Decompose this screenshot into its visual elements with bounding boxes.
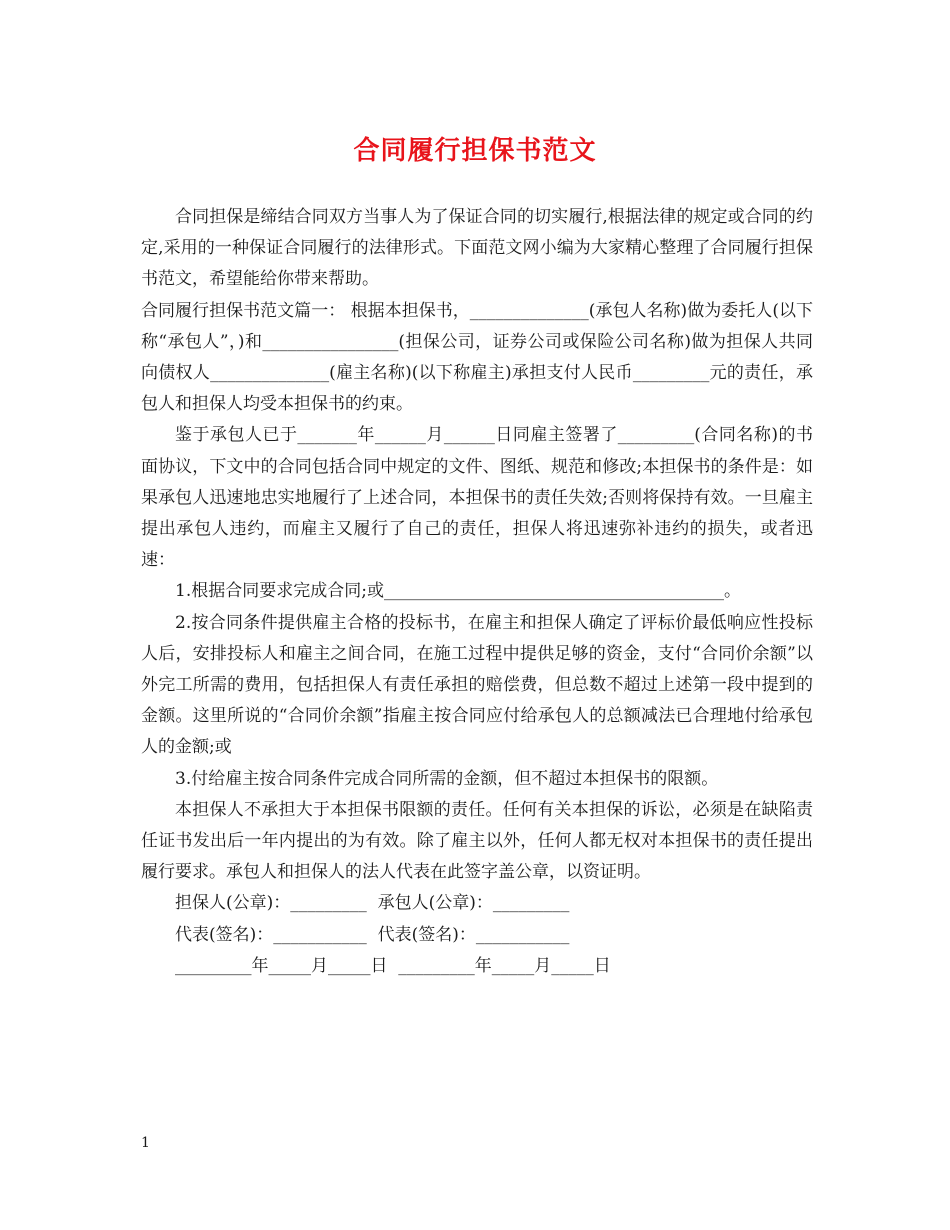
signature-line-seal: 担保人(公章)：_________ 承包人(公章)：_________ bbox=[175, 893, 570, 914]
intro-paragraph: 合同担保是缔结合同双方当事人为了保证合同的切实履行,根据法律的规定或合同的约定,采用的一种保证合同履行的法律形式。下面范文网小编为大家精心整理了合同履行担保书范文，希望能给你带来帮助。 bbox=[141, 207, 813, 290]
signature-line-representative: 代表(签名)：___________ 代表(签名)：___________ bbox=[175, 924, 570, 945]
list-item-3: 3.付给雇主按合同条件完成合同所需的金额，但不超过本担保书的限额。 bbox=[175, 768, 719, 789]
document-body bbox=[141, 202, 813, 982]
list-item-1: 1.根据合同要求完成合同;或________________________________________。 bbox=[175, 581, 741, 602]
paragraph-3: 本担保人不承担大于本担保书限额的责任。任何有关本担保的诉讼，必须是在缺陷责任证书发出后一年内提出的为有效。除了雇主以外，任何人都无权对本担保书的责任提出履行要求。承包人和担保人的法人代表在此签字盖公章，以资证明。 bbox=[141, 799, 813, 883]
document-title: 合同履行担保书范文 bbox=[353, 136, 597, 166]
paragraph-1: 合同履行担保书范文篇一： 根据本担保书，______________(承包人名称)做为委托人(以下称“承包人”，)和________________(担保公司，证券公司或保险公司名称)做为担保人共同向债权人______________(雇主名称)(以下称雇主)承担支付人民币_________元的责任，承包人和担保人均受本担保书的约束。 bbox=[141, 300, 813, 415]
signature-line-date: _________年_____月_____日 _________年_____月_____日 bbox=[175, 955, 611, 976]
list-item-2: 2.按合同条件提供雇主合格的投标书，在雇主和担保人确定了评标价最低响应性投标人后，安排投标人和雇主之间合同，在施工过程中提供足够的资金，支付“合同价余额”以外完工所需的费用，包括担保人有责任承担的赔偿费，但总数不超过上述第一段中提到的金额。这里所说的“合同价余额”指雇主按合同应付给承包人的总额减法已合理地付给承包人的金额;或 bbox=[141, 612, 813, 758]
page-number: 1 bbox=[141, 1135, 150, 1151]
paragraph-2: 鉴于承包人已于_______年______月______日同雇主签署了_________(合同名称)的书面协议，下文中的合同包括合同中规定的文件、图纸、规范和修改;本担保书的条件是：如果承包人迅速地忠实地履行了上述合同，本担保书的责任失效;否则将保持有效。一旦雇主提出承包人违约，而雇主又履行了自己的责任，担保人将迅速弥补违约的损失，或者迅速： bbox=[141, 425, 813, 571]
